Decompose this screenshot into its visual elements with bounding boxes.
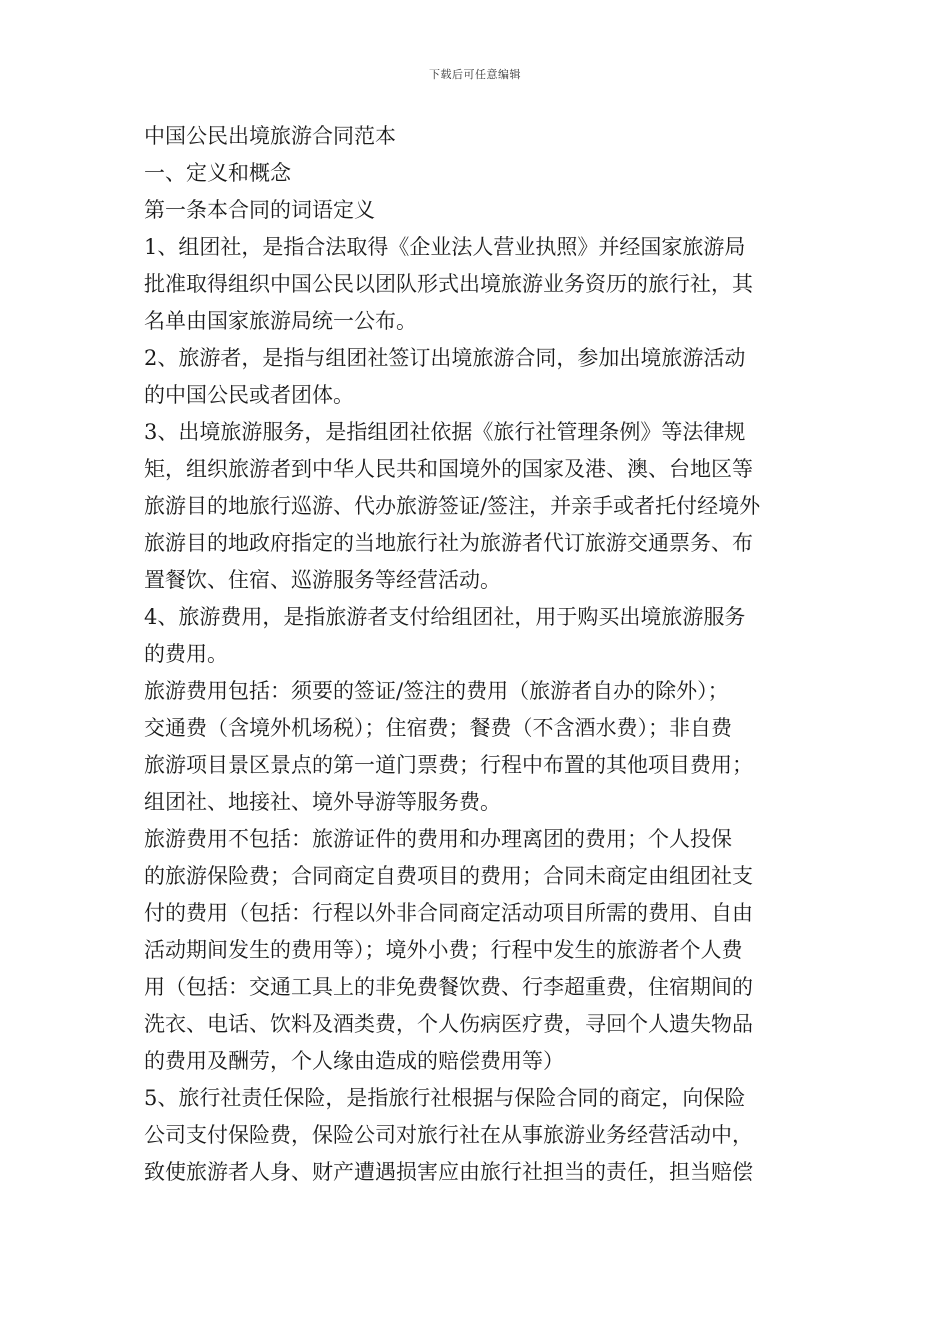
body-line: 的费用。 <box>144 642 228 666</box>
body-line: 旅游费用包括：须要的签证/签注的费用（旅游者自办的除外）； <box>144 679 729 703</box>
body-line: 置餐饮、住宿、巡游服务等经营活动。 <box>144 568 501 592</box>
body-line: 3、出境旅游服务，是指组团社依据《旅行社管理条例》等法律规 <box>144 420 746 444</box>
document-body <box>144 118 809 1191</box>
body-line: 用（包括：交通工具上的非免费餐饮费、行李超重费，住宿期间的 <box>144 975 753 999</box>
body-line: 矩，组织旅游者到中华人民共和国境外的国家及港、澳、台地区等 <box>144 457 753 481</box>
body-line: 旅游目的地政府指定的当地旅行社为旅游者代订旅游交通票务、布 <box>144 531 753 555</box>
body-line: 1、组团社，是指合法取得《企业法人营业执照》并经国家旅游局 <box>144 235 746 259</box>
body-line: 5、旅行社责任保险，是指旅行社根据与保险合同的商定，向保险 <box>144 1086 746 1110</box>
body-line: 批准取得组织中国公民以团队形式出境旅游业务资历的旅行社，其 <box>144 272 753 296</box>
document-title: 中国公民出境旅游合同范本 <box>144 124 396 148</box>
body-line: 致使旅游者人身、财产遭遇损害应由旅行社担当的责任，担当赔偿 <box>144 1160 753 1184</box>
body-line: 2、旅游者，是指与组团社签订出境旅游合同，参加出境旅游活动 <box>144 346 746 370</box>
body-line: 组团社、地接社、境外导游等服务费。 <box>144 790 501 814</box>
body-line: 旅游项目景区景点的第一道门票费；行程中布置的其他项目费用； <box>144 753 753 777</box>
page-header: 下载后可任意编辑 <box>429 68 521 81</box>
body-line: 4、旅游费用，是指旅游者支付给组团社，用于购买出境旅游服务 <box>144 605 746 629</box>
body-line: 活动期间发生的费用等）；境外小费；行程中发生的旅游者个人费 <box>144 938 743 962</box>
body-line: 旅游目的地旅行巡游、代办旅游签证/签注，并亲手或者托付经境外 <box>144 494 761 518</box>
body-line: 交通费（含境外机场税）；住宿费；餐费（不含酒水费）；非自费 <box>144 716 732 740</box>
body-line: 的旅游保险费；合同商定自费项目的费用；合同未商定由组团社支 <box>144 864 753 888</box>
body-line: 名单由国家旅游局统一公布。 <box>144 309 417 333</box>
body-line: 洗衣、电话、饮料及酒类费，个人伤病医疗费，寻回个人遗失物品 <box>144 1012 753 1036</box>
body-line: 旅游费用不包括：旅游证件的费用和办理离团的费用；个人投保 <box>144 827 732 851</box>
article-heading: 第一条本合同的词语定义 <box>144 198 375 222</box>
body-line: 的中国公民或者团体。 <box>144 383 354 407</box>
body-line: 的费用及酬劳，个人缘由造成的赔偿费用等） <box>144 1049 564 1073</box>
body-line: 付的费用（包括：行程以外非合同商定活动项目所需的费用、自由 <box>144 901 753 925</box>
body-line: 公司支付保险费，保险公司对旅行社在从事旅游业务经营活动中， <box>144 1123 753 1147</box>
section-heading: 一、定义和概念 <box>144 161 291 185</box>
